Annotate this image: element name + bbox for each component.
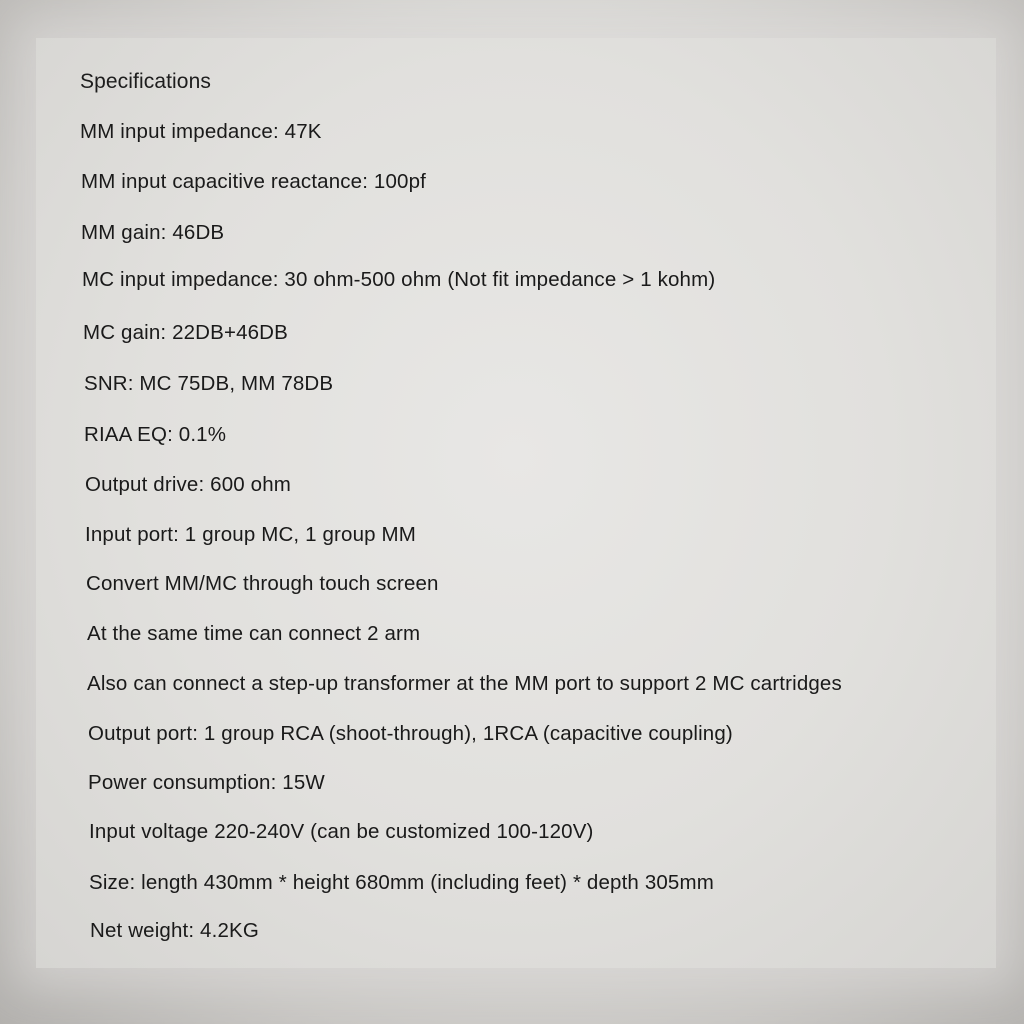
spec-line-step-up-transformer: Also can connect a step-up transformer at the MM port to support 2 MC cartridges xyxy=(87,672,842,695)
spec-line-input-port: Input port: 1 group MC, 1 group MM xyxy=(85,523,416,546)
spec-line-mc-input-impedance: MC input impedance: 30 ohm-500 ohm (Not fit impedance > 1 kohm) xyxy=(82,268,716,291)
spec-line-size: Size: length 430mm * height 680mm (including feet) * depth 305mm xyxy=(89,871,714,894)
spec-line-mm-input-impedance: MM input impedance: 47K xyxy=(80,120,322,143)
spec-line-output-drive: Output drive: 600 ohm xyxy=(85,473,291,496)
spec-line-convert-mm-mc: Convert MM/MC through touch screen xyxy=(86,572,439,595)
spec-line-connect-2-arm: At the same time can connect 2 arm xyxy=(87,622,421,645)
spec-line-input-voltage: Input voltage 220-240V (can be customized 100-120V) xyxy=(89,820,594,843)
spec-line-output-port: Output port: 1 group RCA (shoot-through), 1RCA (capacitive coupling) xyxy=(88,722,733,745)
spec-line-riaa-eq: RIAA EQ: 0.1% xyxy=(84,423,227,446)
page-title: Specifications xyxy=(80,70,211,93)
spec-line-mm-capacitive-reactance: MM input capacitive reactance: 100pf xyxy=(81,170,426,193)
spec-line-mm-gain: MM gain: 46DB xyxy=(81,221,225,244)
spec-line-power-consumption: Power consumption: 15W xyxy=(88,771,325,794)
spec-line-net-weight: Net weight: 4.2KG xyxy=(90,919,259,942)
spec-line-mc-gain: MC gain: 22DB+46DB xyxy=(83,321,288,344)
spec-line-snr: SNR: MC 75DB, MM 78DB xyxy=(84,372,334,395)
